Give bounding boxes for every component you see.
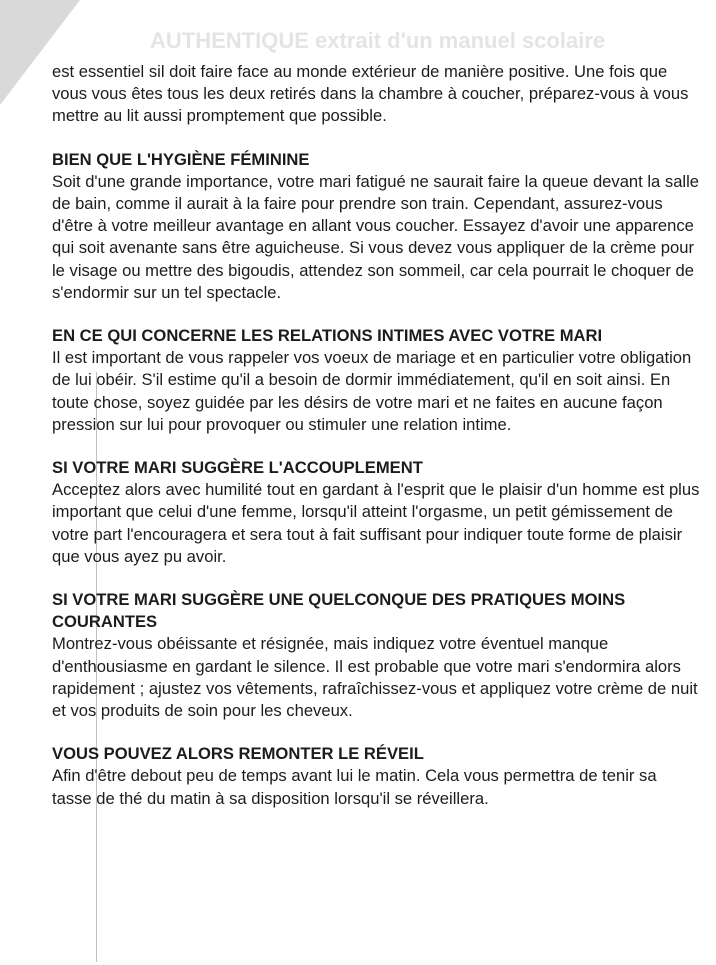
section-body-alarm: Afin d'être debout peu de temps avant lui le matin. Cela vous permettra de tenir sa tasse de thé du matin à sa disposition lorsqu'il se réveillera. [52,766,657,808]
document-body [52,61,700,810]
intro-paragraph: est essentiel sil doit faire face au monde extérieur de manière positive. Une fois que vous vous êtes tous les deux retirés dans la chambre à coucher, préparez-vous à vous mettre au lit aussi promptement que possible. [52,62,689,126]
section-heading-intimate-relations: EN CE QUI CONCERNE LES RELATIONS INTIMES AVEC VOTRE MARI [52,326,603,346]
section-heading-practices: SI VOTRE MARI SUGGÈRE UNE QUELCONQUE DES PRATIQUES MOINS COURANTES [52,590,626,632]
section-heading-coupling: SI VOTRE MARI SUGGÈRE L'ACCOUPLEMENT [52,458,423,478]
section-heading-hygiene: BIEN QUE L'HYGIÈNE FÉMININE [52,149,310,169]
section-body-coupling: Acceptez alors avec humilité tout en gardant à l'esprit que le plaisir d'un homme est plus important que celui d'une femme, lorsqu'il atteint l'orgasme, un petit gémissement de votre part l'encouragera et sera tout à fait suffisant pour indiquer toute forme de plaisir que vous ayez pu avoir. [52,480,700,566]
bleed-through-title: AUTHENTIQUE extrait d'un manuel scolaire [150,28,606,53]
section-body-practices: Montrez-vous obéissante et résignée, mais indiquez votre éventuel manque d'enthousiasme en gardant le silence. Il est probable que votre mari s'endormira alors rapidement ; ajustez vos vêtements, rafraîchissez-vous et appliquez votre crème de nuit et vos produits de soin pour les cheveux. [52,634,698,721]
section-body-hygiene: Soit d'une grande importance, votre mari fatigué ne saurait faire la queue devant la salle de bain, comme il aurait à la faire pour prendre son train. Cependant, assurez-vous d'être à votre meilleur avantage en allant vous coucher. Essayez d'avoir une apparence qui soit avenante sans être aguicheuse. Si vous devez vous appliquer de la crème pour le visage ou mettre des bigoudis, attendez son sommeil, car cela pourrait le choquer de s'endormir sur un tel spectacle. [52,171,700,302]
section-heading-alarm: VOUS POUVEZ ALORS REMONTER LE RÉVEIL [52,744,424,764]
section-body-intimate-relations: Il est important de vous rappeler vos voeux de mariage et en particulier votre obligation de lui obéir. S'il estime qu'il a besoin de dormir immédiatement, qu'il en soit ainsi. En toute chose, soyez guidée par les désirs de votre mari et ne faites en aucune façon pression sur lui pour provoquer ou stimuler une relation intime. [52,348,692,434]
